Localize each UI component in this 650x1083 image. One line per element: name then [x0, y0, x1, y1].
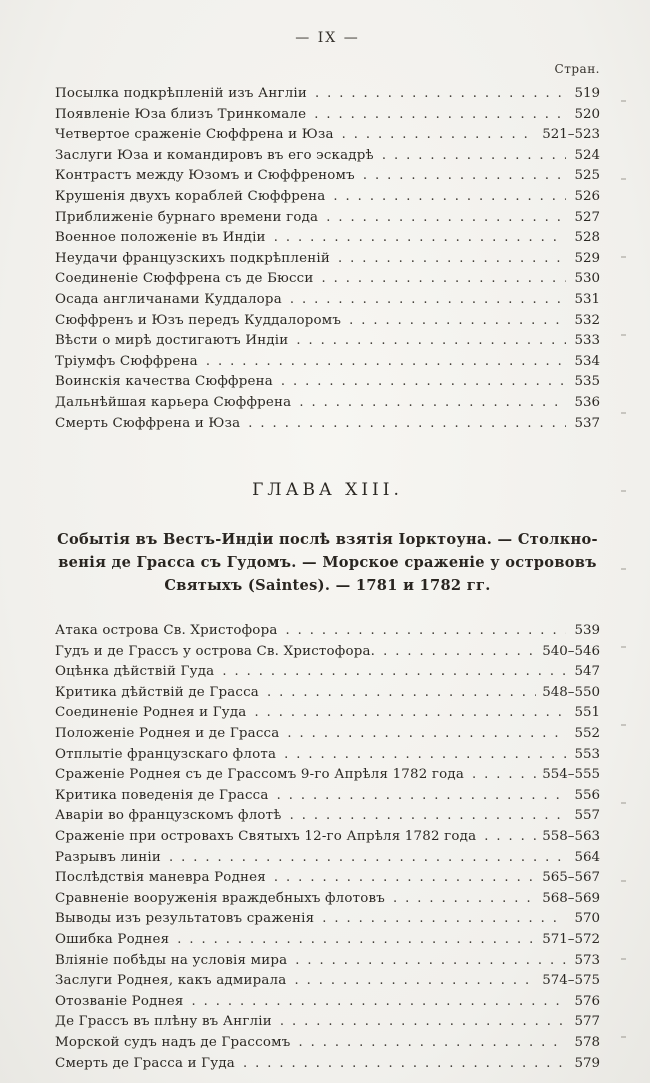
- pages-column-label: Стран.: [554, 62, 600, 76]
- toc-entry-pages: 540–546: [542, 643, 600, 659]
- toc-entry-pages: 570: [574, 911, 600, 927]
- toc-entry-title: Выводы изъ результатовъ сраженія: [55, 911, 315, 927]
- toc-entry-pages: 530: [574, 271, 600, 287]
- toc-entry: [55, 683, 600, 704]
- dot-leader: [363, 166, 566, 187]
- page-header-number: — IX —: [295, 30, 360, 46]
- dot-leader: [333, 187, 566, 208]
- toc-entry: [55, 166, 600, 187]
- toc-entry-title: Критика дѣйствій де Грасса: [55, 684, 259, 700]
- toc-entry: [55, 662, 600, 683]
- toc-entry: [55, 724, 600, 745]
- toc-entry-pages: 539: [574, 623, 600, 639]
- toc-list-chapter13: [55, 621, 600, 1074]
- toc-entry-pages: 536: [574, 394, 600, 410]
- dot-leader: [326, 208, 566, 229]
- toc-entry-title: Разрывъ линіи: [55, 849, 162, 865]
- dot-leader: [299, 393, 566, 414]
- toc-entry: [55, 930, 600, 951]
- chapter-summary-line: Событія въ Вестъ-Индіи послѣ взятія Іорктоуна. — Столкно-: [57, 531, 598, 549]
- toc-entry-pages: 537: [574, 415, 600, 431]
- toc-entry-title: Появленіе Юза близъ Тринкомале: [55, 106, 307, 122]
- toc-entry-title: Сраженіе Роднея съ де Грассомъ 9-го Апрѣля 1782 года: [55, 767, 465, 783]
- dot-leader: [383, 642, 536, 663]
- toc-entry-pages: 547: [574, 664, 600, 680]
- toc-entry: [55, 703, 600, 724]
- toc-entry: [55, 971, 600, 992]
- toc-entry: [55, 848, 600, 869]
- dot-leader: [472, 765, 536, 786]
- dot-leader: [287, 724, 566, 745]
- toc-entry-title: Четвертое сраженіе Сюффрена и Юза: [55, 127, 334, 143]
- toc-entry-title: Послѣдствія маневра Роднея: [55, 870, 266, 886]
- dot-leader: [382, 146, 566, 167]
- toc-entry: [55, 125, 600, 146]
- dot-leader: [298, 1033, 566, 1054]
- toc-entry-pages: 548–550: [542, 684, 600, 700]
- toc-entry-pages: 577: [574, 1014, 600, 1030]
- dot-leader: [338, 249, 566, 270]
- dot-leader: [322, 269, 567, 290]
- toc-entry-pages: 527: [574, 209, 600, 225]
- toc-entry-pages: 571–572: [542, 932, 600, 947]
- toc-entry: [55, 1054, 600, 1075]
- toc-list-previous-chapter: [55, 84, 600, 434]
- dot-leader: [267, 683, 536, 704]
- dot-leader: [222, 662, 566, 683]
- toc-entry: [55, 352, 600, 373]
- toc-entry-pages: 579: [574, 1055, 600, 1071]
- toc-entry: [55, 868, 600, 889]
- toc-entry-pages: 576: [574, 993, 600, 1009]
- toc-entry-title: Тріумфъ Сюффрена: [55, 353, 198, 369]
- dot-leader: [191, 992, 566, 1013]
- toc-entry: [55, 290, 600, 311]
- toc-entry-pages: 531: [574, 291, 600, 307]
- toc-entry-title: Смерть де Грасса и Гуда: [55, 1055, 235, 1071]
- dot-leader: [254, 703, 566, 724]
- toc-entry: [55, 249, 600, 270]
- toc-entry-title: Де Грассъ въ плѣну въ Англіи: [55, 1014, 272, 1030]
- chapter-summary: [55, 528, 600, 597]
- toc-entry-title: Посылка подкрѣпленій изъ Англіи: [55, 86, 308, 101]
- toc-entry: [55, 1012, 600, 1033]
- toc-entry-pages: 533: [574, 333, 600, 349]
- toc-entry: [55, 105, 600, 126]
- toc-entry-pages: 551: [574, 705, 600, 721]
- toc-entry-title: Сравненіе вооруженія враждебныхъ флотовъ: [55, 890, 385, 906]
- toc-entry-pages: 525: [574, 168, 600, 184]
- toc-entry-title: Гудъ и де Грассъ у острова Св. Христофора.: [55, 643, 376, 659]
- toc-entry: [55, 393, 600, 414]
- toc-entry: [55, 187, 600, 208]
- toc-entry-title: Дальнѣйшая карьера Сюффрена: [55, 394, 292, 410]
- dot-leader: [281, 372, 566, 393]
- toc-entry-title: Неудачи французскихъ подкрѣпленій: [55, 250, 330, 266]
- toc-entry-title: Сраженіе при островахъ Святыхъ 12-го Апрѣля 1782 года: [55, 829, 477, 845]
- toc-entry: [55, 992, 600, 1013]
- toc-entry-pages: 521–523: [542, 127, 600, 143]
- dot-leader: [290, 806, 566, 827]
- toc-entry-title: Осада англичанами Куддалора: [55, 291, 282, 307]
- dot-leader: [314, 105, 566, 126]
- toc-entry-pages: 552: [574, 726, 600, 742]
- dot-leader: [277, 786, 566, 807]
- toc-entry-pages: 529: [574, 250, 600, 266]
- chapter-heading: ГЛАВА XIII.: [252, 480, 403, 501]
- dot-leader: [169, 848, 566, 869]
- dot-leader: [484, 827, 536, 848]
- toc-entry-title: Заслуги Роднея, какъ адмирала: [55, 973, 287, 989]
- toc-entry: [55, 889, 600, 910]
- dot-leader: [295, 951, 566, 972]
- dot-leader: [290, 290, 566, 311]
- dot-leader: [296, 331, 566, 352]
- toc-entry-title: Вѣсти о мирѣ достигаютъ Индіи: [55, 333, 289, 349]
- toc-entry-title: Приближеніе бурнаго времени года: [55, 209, 319, 225]
- toc-entry-pages: 520: [574, 106, 600, 122]
- dot-leader: [274, 228, 566, 249]
- toc-entry-title: Атака острова Св. Христофора: [55, 623, 278, 639]
- toc-entry-pages: 524: [574, 147, 600, 163]
- toc-entry-pages: 558–563: [542, 829, 600, 845]
- toc-entry-pages: 526: [574, 188, 600, 204]
- chapter-summary-line: венія де Грасса съ Гудомъ. — Морское сраженіе у острововъ: [58, 554, 597, 572]
- toc-entry: [55, 84, 600, 105]
- dot-leader: [315, 84, 566, 105]
- toc-entry: [55, 642, 600, 663]
- toc-entry-title: Ошибка Роднея: [55, 932, 170, 947]
- dot-leader: [248, 414, 566, 435]
- toc-entry: [55, 228, 600, 249]
- toc-entry-pages: 557: [574, 808, 600, 824]
- dot-leader: [342, 125, 537, 146]
- toc-entry-pages: 578: [574, 1034, 600, 1050]
- toc-entry: [55, 269, 600, 290]
- toc-entry-pages: 565–567: [542, 870, 600, 886]
- toc-entry-title: Положеніе Роднея и де Грасса: [55, 726, 280, 742]
- toc-entry-title: Оцѣнка дѣйствій Гуда: [55, 664, 215, 680]
- dot-leader: [177, 930, 536, 951]
- toc-entry-pages: 574–575: [542, 973, 600, 989]
- dot-leader: [294, 971, 536, 992]
- toc-entry: [55, 951, 600, 972]
- dot-leader: [206, 352, 566, 373]
- toc-entry-title: Вліяніе побѣды на условія мира: [55, 952, 288, 968]
- toc-entry-title: Крушенія двухъ кораблей Сюффрена: [55, 188, 326, 204]
- toc-entry-pages: 535: [574, 374, 600, 390]
- toc-entry: [55, 765, 600, 786]
- dot-leader: [349, 311, 566, 332]
- toc-entry: [55, 208, 600, 229]
- toc-entry-pages: 568–569: [542, 890, 600, 906]
- toc-entry-title: Отозваніе Роднея: [55, 993, 184, 1009]
- toc-entry-title: Военное положеніе въ Индіи: [55, 230, 266, 246]
- toc-entry-title: Критика поведенія де Грасса: [55, 787, 269, 803]
- toc-entry-pages: 553: [574, 746, 600, 762]
- toc-entry-title: Аваріи во французскомъ флотѣ: [55, 808, 282, 824]
- toc-entry-title: Соединеніе Сюффрена съ де Бюсси: [55, 271, 314, 287]
- toc-entry-title: Смерть Сюффрена и Юза: [55, 415, 241, 431]
- toc-entry-pages: 573: [574, 952, 600, 968]
- toc-entry: [55, 331, 600, 352]
- toc-entry: [55, 1033, 600, 1054]
- toc-entry-title: Морской судъ надъ де Грассомъ: [55, 1034, 291, 1050]
- toc-entry: [55, 745, 600, 766]
- toc-entry-title: Воинскія качества Сюффрена: [55, 374, 273, 390]
- toc-entry-pages: 528: [574, 230, 600, 246]
- toc-entry: [55, 621, 600, 642]
- toc-entry-title: Контрастъ между Юзомъ и Сюффреномъ: [55, 168, 355, 184]
- toc-entry: [55, 786, 600, 807]
- dot-leader: [393, 889, 536, 910]
- toc-entry-pages: 554–555: [542, 767, 600, 783]
- dot-leader: [322, 909, 566, 930]
- toc-entry: [55, 909, 600, 930]
- toc-entry-pages: 564: [574, 849, 600, 865]
- toc-entry: [55, 311, 600, 332]
- toc-entry: [55, 827, 600, 848]
- toc-entry-pages: 534: [574, 353, 600, 369]
- toc-entry-title: Заслуги Юза и командировъ въ его эскадрѣ: [55, 147, 374, 163]
- dot-leader: [284, 745, 566, 766]
- toc-entry: [55, 806, 600, 827]
- chapter-summary-line: Святыхъ (Saintes). — 1781 и 1782 гг.: [164, 577, 491, 595]
- toc-entry-pages: 556: [574, 787, 600, 803]
- dot-leader: [280, 1012, 566, 1033]
- dot-leader: [286, 621, 566, 642]
- dot-leader: [274, 868, 536, 889]
- toc-entry-title: Соединеніе Роднея и Гуда: [55, 705, 247, 721]
- toc-entry-title: Сюффренъ и Юзъ передъ Куддалоромъ: [55, 312, 342, 328]
- toc-entry-pages: 519: [574, 86, 600, 101]
- toc-entry: [55, 414, 600, 435]
- toc-entry-pages: 532: [574, 312, 600, 328]
- toc-entry: [55, 372, 600, 393]
- dot-leader: [243, 1054, 566, 1075]
- toc-entry: [55, 146, 600, 167]
- toc-entry-title: Отплытіе французскаго флота: [55, 746, 277, 762]
